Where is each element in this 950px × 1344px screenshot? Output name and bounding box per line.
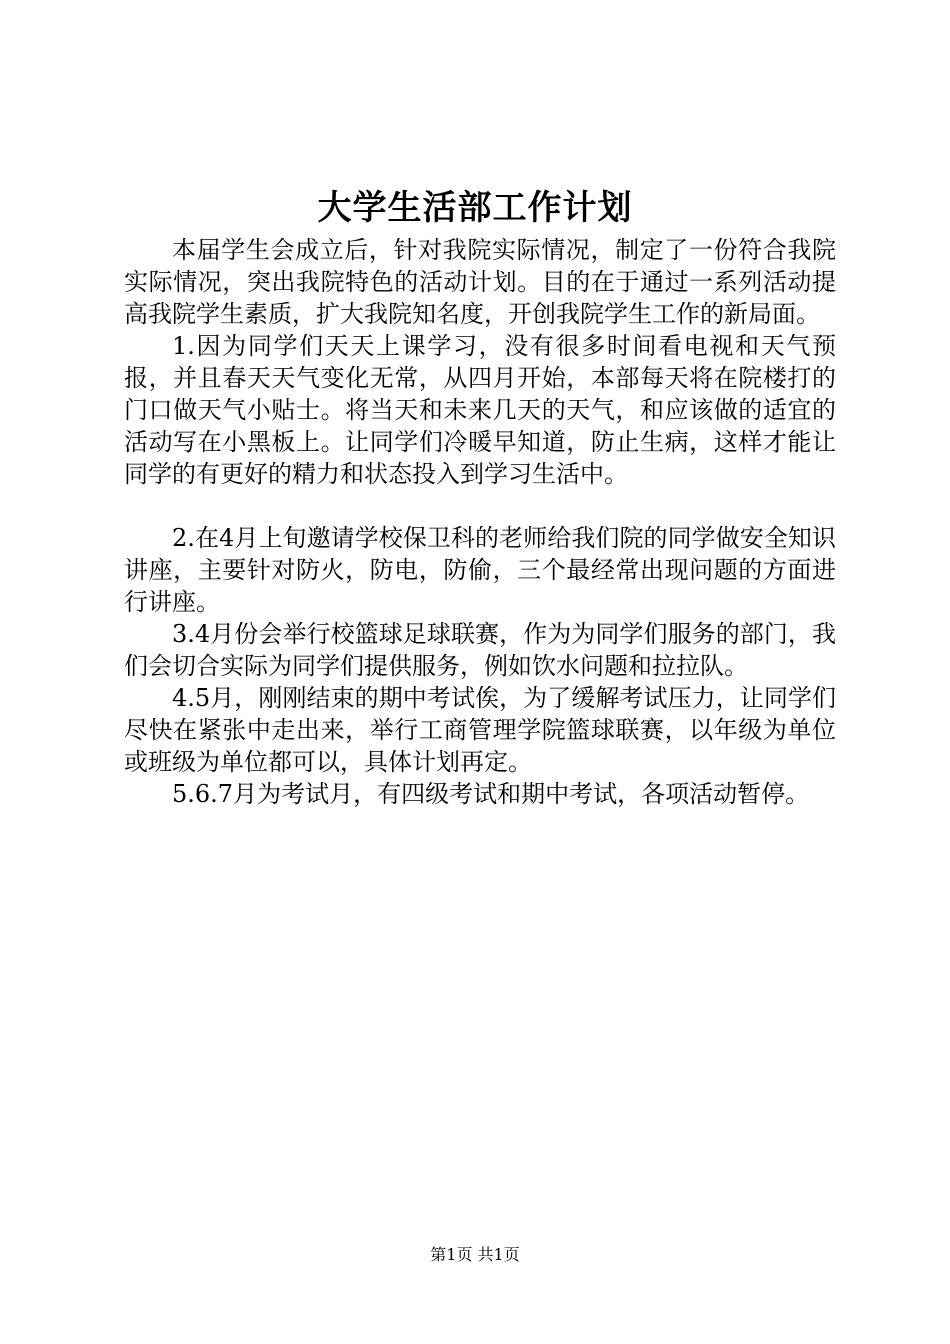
blank-line <box>124 490 836 522</box>
paragraph-item-4: 4.5月，刚刚结束的期中考试俟，为了缓解考试压力，让同学们尽快在紧张中走出来，举行工商管理学院篮球联赛，以年级为单位或班级为单位都可以，具体计划再定。 <box>124 684 836 776</box>
document-body <box>124 234 836 810</box>
paragraph-item-5: 5.6.7月为考试月，有四级考试和期中考试，各项活动暂停。 <box>172 780 810 808</box>
document-title: 大学生活部工作计划 <box>317 188 633 228</box>
paragraph-item-1: 1.因为同学们天天上课学习，没有很多时间看电视和天气预报，并且春天天气变化无常，从四月开始，本部每天将在院楼打的门口做天气小贴士。将当天和未来几天的天气，和应该做的适宜的活动写在小黑板上。让同学们冷暖早知道，防止生病，这样才能让同学的有更好的精力和状态投入到学习生活中。 <box>124 332 836 488</box>
paragraph-intro: 本届学生会成立后，针对我院实际情况，制定了一份符合我院实际情况，突出我院特色的活动计划。目的在于通过一系列活动提高我院学生素质，扩大我院知名度，开创我院学生工作的新局面。 <box>124 236 836 328</box>
paragraph-item-2: 2.在4月上旬邀请学校保卫科的老师给我们院的同学做安全知识讲座，主要针对防火，防电，防偷，三个最经常出现问题的方面进行讲座。 <box>124 524 836 616</box>
paragraph-item-3: 3.4月份会举行校篮球足球联赛，作为为同学们服务的部门，我们会切合实际为同学们提供服务，例如饮水问题和拉拉队。 <box>124 620 836 680</box>
page-footer: 第1页 共1页 <box>430 1245 520 1264</box>
